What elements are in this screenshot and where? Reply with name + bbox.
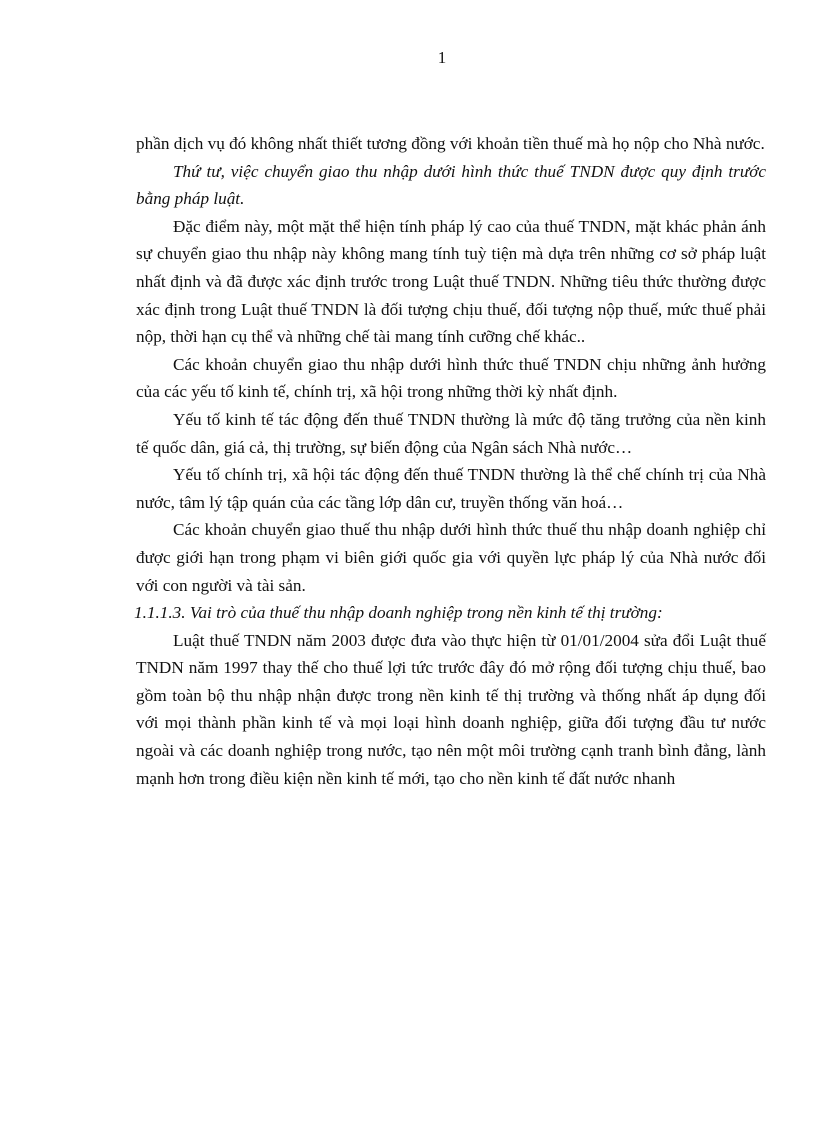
paragraph-national-borders: Các khoản chuyển giao thuế thu nhập dưới hình thức thuế thu nhập doanh nghiệp chỉ được giới hạn trong phạm vi biên giới quốc gia với quyền lực pháp lý của Nhà nước đối với con người và tài sản.: [136, 520, 766, 595]
paragraph-legal-basis: Đặc điểm này, một mặt thể hiện tính pháp lý cao của thuế TNDN, mặt khác phản ánh sự chuyển giao thu nhập này không mang tính tuỳ tiện mà dựa trên những cơ sở pháp luật nhất định và đã được xác định trước trong Luật thuế TNDN. Những tiêu thức thường được xác định trong Luật thuế TNDN là đối tượng chịu thuế, đối tượng nộp thuế, mức thuế phải nộp, thời hạn cụ thể và những chế tài mang tính cưỡng chế khác..: [136, 216, 766, 347]
paragraph-economic-factors: Yếu tố kinh tế tác động đến thuế TNDN thường là mức độ tăng trưởng của nền kinh tế quốc dân, giá cả, thị trường, sự biến động của Ngân sách Nhà nước…: [136, 409, 766, 457]
paragraph-continuation: phần dịch vụ đó không nhất thiết tương đồng với khoản tiền thuế mà họ nộp cho Nhà nước.: [136, 134, 765, 153]
section-heading: 1.1.1.3. Vai trò của thuế thu nhập doanh nghiệp trong nền kinh tế thị trường:: [134, 603, 663, 623]
paragraph-fourth-characteristic: Thứ tư, việc chuyển giao thu nhập dưới hình thức thuế TNDN được quy định trước bằng pháp luật.: [136, 161, 766, 209]
paragraph-political-social-factors: Yếu tố chính trị, xã hội tác động đến thuế TNDN thường là thể chế chính trị của Nhà nước, tâm lý tập quán của các tầng lớp dân cư, truyền thống văn hoá…: [136, 465, 766, 512]
page-number: 1: [437, 48, 447, 67]
page-body: [136, 130, 766, 792]
paragraph-influencing-factors: Các khoản chuyển giao thu nhập dưới hình thức thuế TNDN chịu những ảnh hưởng của các yếu tố kinh tế, chính trị, xã hội trong những thời kỳ nhất định.: [136, 354, 766, 402]
paragraph-tax-law-2003: Luật thuế TNDN năm 2003 được đưa vào thực hiện từ 01/01/2004 sửa đổi Luật thuế TNDN năm 1997 thay thế cho thuế lợi tức trước đây đó mở rộng đối tượng chịu thuế, bao gồm toàn bộ thu nhập nhận được trong nền kinh tế thị trường và thống nhất áp dụng đối với mọi thành phần kinh tế và mọi loại hình doanh nghiệp, giữa đối tượng đầu tư nước ngoài và các doanh nghiệp trong nước, tạo nên một môi trường cạnh tranh bình đẳng, lành mạnh hơn trong điều kiện nền kinh tế mới, tạo cho nền kinh tế đất nước nhanh: [136, 630, 766, 788]
